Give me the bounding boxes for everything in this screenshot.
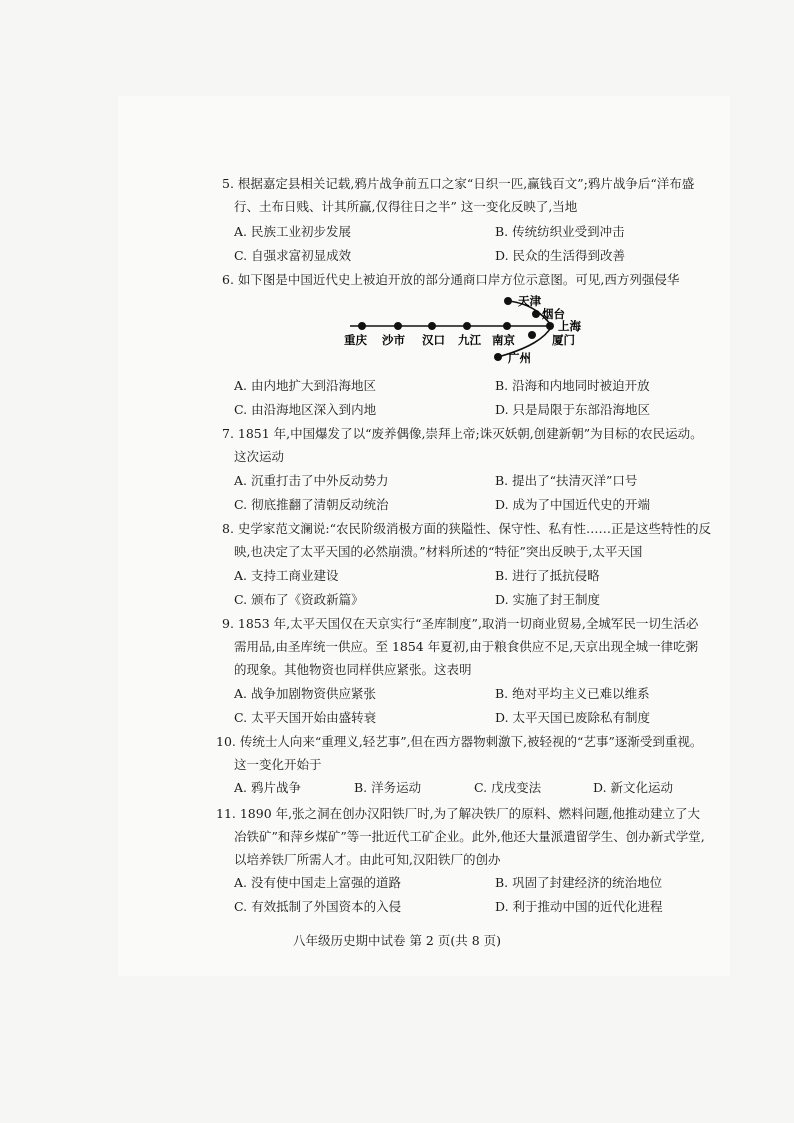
question-9 [222,612,722,681]
question-6-stem-1: 6. 如下图是中国近代史上被迫开放的部分通商口岸方位示意图。可见,西方列强侵华 [222,272,680,287]
question-7-stem-1: 7. 1851 年,中国爆发了以“废养偶像,崇拜上帝;诛灭妖朝,创建新朝”为目标的农民运动。 [222,426,703,441]
q9-option-c[interactable]: C. 太平天国开始由盛转衰 [234,710,377,725]
q10-option-d[interactable]: D. 新文化运动 [593,780,674,795]
question-8 [222,517,722,563]
q5-option-d[interactable]: D. 民众的生活得到改善 [495,248,626,263]
label-xiamen: 厦门 [552,333,575,347]
q7-option-b[interactable]: B. 提出了“扶清灭洋”口号 [495,473,638,488]
q10-option-c[interactable]: C. 戊戌变法 [474,780,542,795]
q8-option-d[interactable]: D. 实施了封王制度 [495,592,601,607]
q8-option-c[interactable]: C. 颁布了《资政新篇》 [234,592,364,607]
q11-option-c[interactable]: C. 有效抵制了外国资本的入侵 [234,899,402,914]
question-11-stem-2: 冶铁矿”和萍乡煤矿”等一批近代工矿企业。此外,他还大量派遣留学生、创办新式学堂, [234,829,705,844]
question-10-stem-1: 10. 传统士人向来“重理义,轻艺事”,但在西方器物刺激下,被轻视的“艺事”逐渐受到重视。 [216,734,703,749]
city-dot-shanghai [546,322,554,330]
q6-option-d[interactable]: D. 只是局限于东部沿海地区 [495,402,651,417]
question-7-stem-2: 这次运动 [234,449,285,464]
label-hankou: 汉口 [422,333,445,347]
question-7 [222,422,722,468]
q11-option-b[interactable]: B. 巩固了封建经济的统治地位 [495,875,663,890]
label-yantai: 烟台 [542,307,565,321]
q7-option-c[interactable]: C. 彻底推翻了清朝反动统治 [234,497,389,512]
q9-option-a[interactable]: A. 战争加剧物资供应紧张 [234,686,376,701]
treaty-ports-map [340,290,600,370]
question-5-stem-2: 行、土布日贱、计其所赢,仅得往日之半” 这一变化反映了,当地 [234,199,578,214]
label-guangzhou: 广州 [508,351,531,365]
q9-option-d[interactable]: D. 太平天国已废除私有制度 [495,710,651,725]
question-9-stem-1: 9. 1853 年,太平天国仅在天京实行“圣库制度”,取消一切商业贸易,全城军民一切生活必 [222,616,699,631]
label-shanghai: 上海 [558,319,581,333]
city-dot-guangzhou [494,353,502,361]
question-11 [216,802,716,871]
city-dot-yantai [532,310,540,318]
label-jiujiang: 九江 [458,333,481,347]
city-dot-xiamen [528,331,536,339]
question-8-stem-2: 映,也决定了太平天国的必然崩溃。”材料所述的“特征”突出反映于,太平天国 [234,544,643,559]
label-nanjing: 南京 [492,333,515,347]
q5-option-c[interactable]: C. 自强求富初显成效 [234,248,352,263]
q10-option-b[interactable]: B. 洋务运动 [354,780,422,795]
q9-option-b[interactable]: B. 绝对平均主义已难以维系 [495,686,650,701]
question-8-stem-1: 8. 史学家范文澜说:“农民阶级消极方面的狭隘性、保守性、私有性……正是这些特性的反 [222,521,712,536]
question-11-stem-1: 11. 1890 年,张之洞在创办汉阳铁厂时,为了解决铁厂的原料、燃料问题,他推动建立了大 [216,806,701,821]
q7-option-a[interactable]: A. 沉重打击了中外反动势力 [234,473,389,488]
q6-option-a[interactable]: A. 由内地扩大到沿海地区 [234,378,376,393]
city-dot-hankou [428,322,436,330]
question-6 [222,268,722,291]
city-dot-nanjing [503,322,511,330]
q8-option-b[interactable]: B. 进行了抵抗侵略 [495,568,600,583]
question-11-stem-3: 以培养铁厂所需人才。由此可知,汉阳铁厂的创办 [234,852,501,867]
label-chongqing: 重庆 [344,333,367,347]
question-9-stem-2: 需用品,由圣库统一供应。至 1854 年夏初,由于粮食供应不足,天京出现全城一律吃粥 [234,639,699,654]
city-dot-shashi [394,322,402,330]
label-tianjin: 天津 [518,294,541,308]
q5-option-a[interactable]: A. 民族工业初步发展 [234,224,351,239]
question-10 [216,730,716,776]
city-dot-jiujiang [463,322,471,330]
q11-option-a[interactable]: A. 没有使中国走上富强的道路 [234,875,401,890]
question-9-stem-3: 的现象。其他物资也同样供应紧张。这表明 [234,662,472,677]
question-10-stem-2: 这一变化开始于 [234,757,322,772]
q10-option-a[interactable]: A. 鸦片战争 [234,780,301,795]
label-shashi: 沙市 [382,333,405,347]
q7-option-d[interactable]: D. 成为了中国近代史的开端 [495,497,651,512]
question-5-stem-1: 5. 根据嘉定县相关记载,鸦片战争前五口之家“日织一匹,赢钱百文”;鸦片战争后“洋布盛 [222,176,695,191]
q6-option-c[interactable]: C. 由沿海地区深入到内地 [234,402,377,417]
city-dot-tianjin [504,297,512,305]
question-5 [222,172,722,218]
q11-option-d[interactable]: D. 利于推动中国的近代化进程 [495,899,663,914]
q6-option-b[interactable]: B. 沿海和内地同时被迫开放 [495,378,650,393]
page-footer: 八年级历史期中试卷 第 2 页(共 8 页) [292,933,502,948]
q5-option-b[interactable]: B. 传统纺织业受到冲击 [495,224,625,239]
q8-option-a[interactable]: A. 支持工商业建设 [234,568,339,583]
city-dot-chongqing [358,322,366,330]
